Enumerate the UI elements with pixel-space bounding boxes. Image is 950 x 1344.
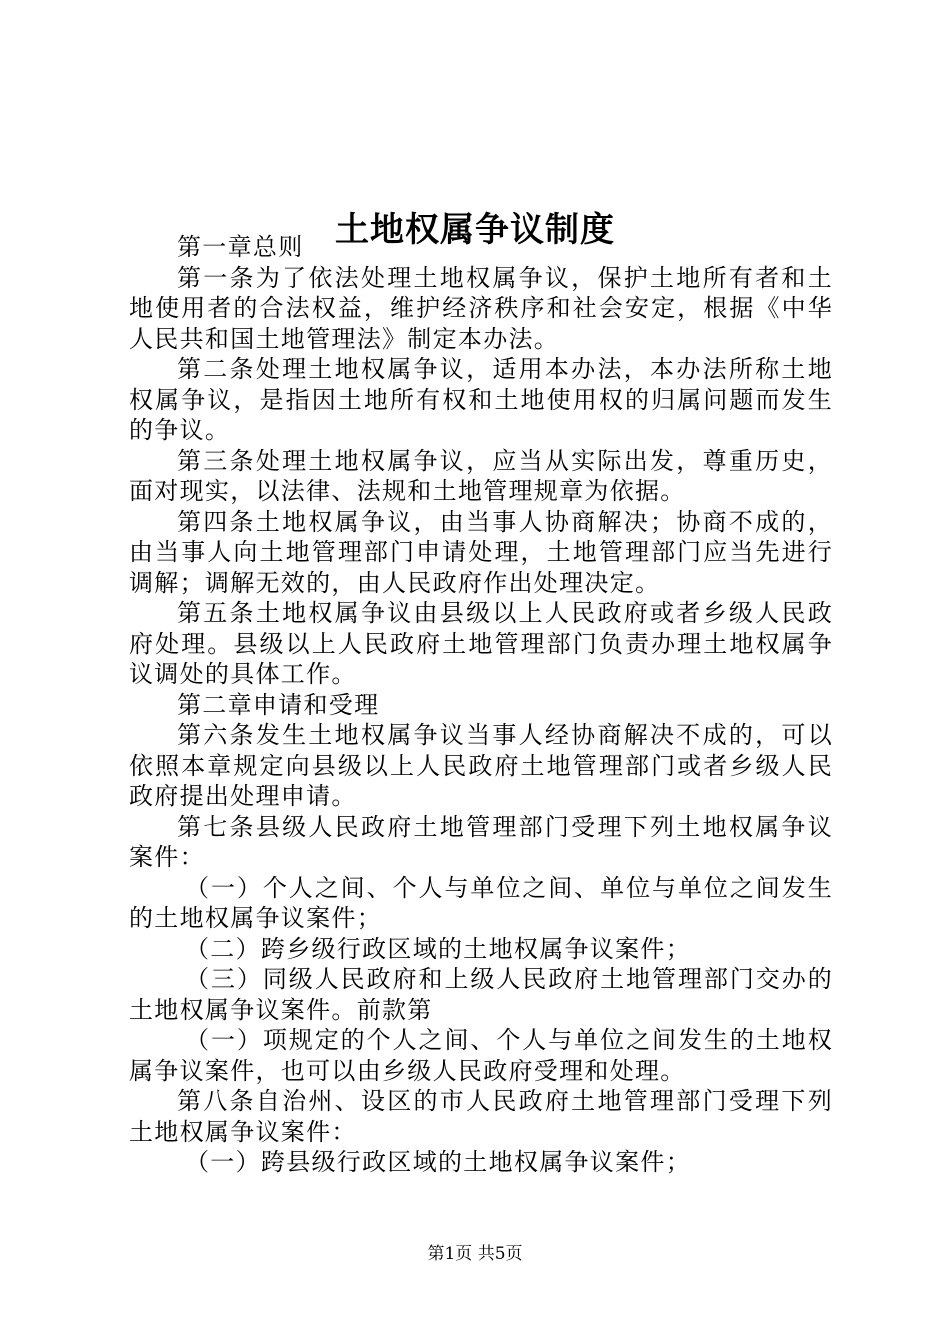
document-body [129,232,833,1178]
document-title: 土地权属争议制度 [335,209,615,250]
list-item: （三）同级人民政府和上级人民政府土地管理部门交办的土地权属争议案件。前款第 [129,965,833,1024]
article-paragraph: 第五条土地权属争议由县级以上人民政府或者乡级人民政府处理。县级以上人民政府土地管理部门负责办理土地权属争议调处的具体工作。 [129,599,833,688]
list-item: （一）跨县级行政区域的土地权属争议案件； [185,1148,691,1176]
list-item: （二）跨乡级行政区域的土地权属争议案件； [185,934,691,963]
article-paragraph: 第七条县级人民政府土地管理部门受理下列土地权属争议案件： [129,812,833,871]
article-paragraph: 第三条处理土地权属争议，应当从实际出发，尊重历史，面对现实，以法律、法规和土地管理规章为依据。 [129,446,833,505]
article-paragraph: 第八条自治州、设区的市人民政府土地管理部门受理下列土地权属争议案件： [129,1087,833,1146]
page-footer: 第1页 共5页 [427,1244,523,1264]
list-item: （一）项规定的个人之间、个人与单位之间发生的土地权属争议案件，也可以由乡级人民政府受理和处理。 [129,1026,833,1085]
article-paragraph: 第六条发生土地权属争议当事人经协商解决不成的，可以依照本章规定向县级以上人民政府土地管理部门或者乡级人民政府提出处理申请。 [129,721,833,810]
article-paragraph: 第二条处理土地权属争议，适用本办法，本办法所称土地权属争议，是指因土地所有权和土地使用权的归属问题而发生的争议。 [129,355,833,444]
chapter-heading: 第一章总则 [177,233,304,261]
chapter-heading: 第二章申请和受理 [177,690,380,719]
list-item: （一）个人之间、个人与单位之间、单位与单位之间发生的土地权属争议案件； [129,873,833,932]
article-paragraph: 第一条为了依法处理土地权属争议，保护土地所有者和土地使用者的合法权益，维护经济秩序和社会安定，根据《中华人民共和国土地管理法》制定本办法。 [129,263,833,353]
article-paragraph: 第四条土地权属争议，由当事人协商解决；协商不成的，由当事人向土地管理部门申请处理，土地管理部门应当先进行调解；调解无效的，由人民政府作出处理决定。 [129,507,833,597]
